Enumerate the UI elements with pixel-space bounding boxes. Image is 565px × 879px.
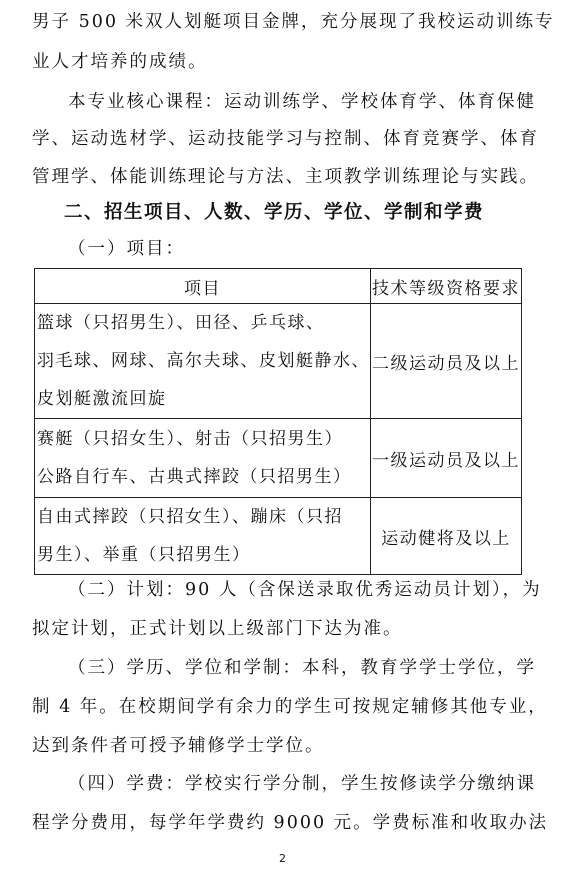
paragraph-line: 拟定计划，正式计划以上级部门下达为准。 xyxy=(32,619,403,639)
table-cell-requirement: 二级运动员及以上 xyxy=(371,304,522,419)
cell-line: 公路自行车、古典式摔跤（只招男生） xyxy=(37,467,352,487)
cell-line: 自由式摔跤（只招女生）、蹦床（只招 xyxy=(37,507,343,527)
page-number: 2 xyxy=(279,852,286,865)
paragraph-line: 制 4 年。在校期间学有余力的学生可按规定辅修其他专业， xyxy=(32,697,548,717)
table-row xyxy=(35,304,522,419)
table-cell-requirement: 一级运动员及以上 xyxy=(371,419,522,498)
table-cell-items xyxy=(35,304,371,419)
table-cell-requirement: 运动健将及以上 xyxy=(371,498,522,575)
cell-line: 皮划艇激流回旋 xyxy=(37,389,167,409)
paragraph-line: （三）学历、学位和学制：本科，教育学学士学位，学 xyxy=(68,658,536,678)
cell-line: 篮球（只招男生）、田径、乒乓球、 xyxy=(37,313,325,333)
cell-line: 羽毛球、网球、高尔夫球、皮划艇静水、 xyxy=(37,351,370,371)
cell-line: 男生）、举重（只招男生） xyxy=(37,545,251,565)
subsection-title: （一）项目： xyxy=(68,239,185,259)
paragraph-line: 达到条件者可授予辅修学士学位。 xyxy=(32,736,325,756)
table-row xyxy=(35,419,522,498)
table-header-items: 项目 xyxy=(35,269,371,304)
requirements-table xyxy=(34,268,522,575)
table-cell-items xyxy=(35,498,371,575)
table-row xyxy=(35,498,522,575)
paragraph-line: （二）计划：90 人（含保送录取优秀运动员计划），为 xyxy=(68,580,542,600)
paragraph-line: 男子 500 米双人划艇项目金牌，充分展现了我校运动训练专 xyxy=(32,12,555,32)
paragraph-line: （四）学费：学校实行学分制，学生按修读学分缴纳课 xyxy=(68,774,536,794)
cell-line: 赛艇（只招女生）、射击（只招男生） xyxy=(37,429,343,449)
table-cell-items xyxy=(35,419,371,498)
table-header-requirement: 技术等级资格要求 xyxy=(371,269,522,304)
paragraph-line: 学、运动选材学、运动技能学习与控制、体育竞赛学、体育 xyxy=(32,129,539,149)
table-header-row xyxy=(35,269,522,304)
paragraph-line: 业人才培养的成绩。 xyxy=(32,52,208,72)
paragraph-line: 程学分费用，每学年学费约 9000 元。学费标准和收取办法 xyxy=(32,813,549,833)
paragraph-line: 管理学、体能训练理论与方法、主项教学训练理论与实践。 xyxy=(32,167,539,187)
paragraph-line: 本专业核心课程：运动训练学、学校体育学、体育保健 xyxy=(68,92,536,112)
section-heading: 二、招生项目、人数、学历、学位、学制和学费 xyxy=(64,202,485,223)
